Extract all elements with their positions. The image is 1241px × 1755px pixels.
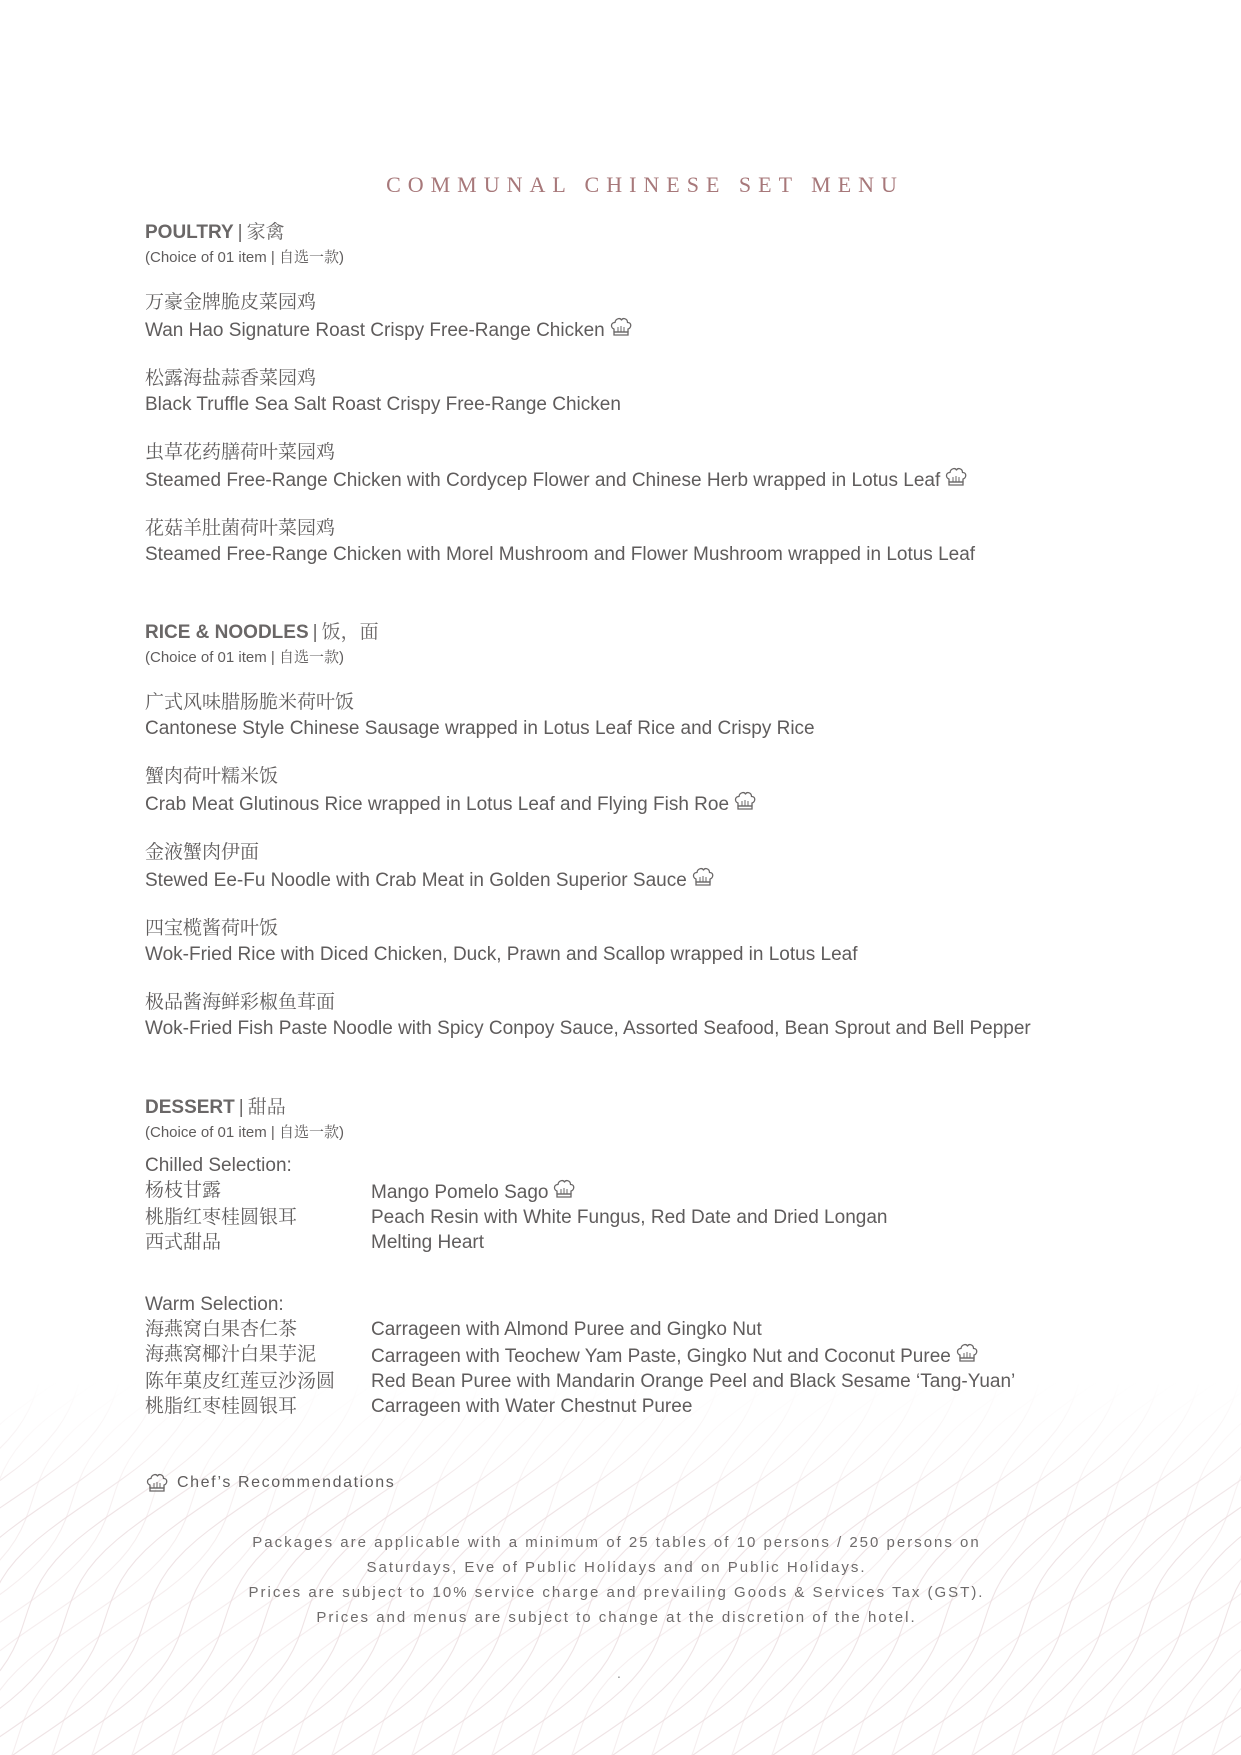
dish-name-en: Stewed Ee-Fu Noodle with Crab Meat in Golden Superior Sauce [145, 870, 687, 891]
section-title-zh: 饭，面 [321, 622, 379, 643]
chilled-selection-label: Chilled Selection: [145, 1155, 292, 1176]
dish-name-zh: 虫草花药膳荷叶菜园鸡 [145, 442, 336, 463]
dish-name-en: Wok-Fried Rice with Diced Chicken, Duck, Prawn and Scallop wrapped in Lotus Leaf [145, 944, 858, 965]
terms-block [0, 1530, 1233, 1630]
dessert-name-zh: 桃脂红枣桂圆银耳 [145, 1396, 298, 1417]
menu-item [145, 764, 1031, 818]
warm-selection-label: Warm Selection: [145, 1294, 284, 1315]
dish-name-zh: 万豪金牌脆皮菜园鸡 [145, 292, 317, 313]
chilled-selection-list [145, 1178, 1015, 1255]
dish-name-en-row [145, 316, 975, 344]
dish-name-en: Wok-Fried Fish Paste Noodle with Spicy Conpoy Sauce, Assorted Seafood, Bean Sprout and Bell Pepper [145, 1018, 1031, 1039]
dish-name-en: Steamed Free-Range Chicken with Cordycep Flower and Chinese Herb wrapped in Lotus Leaf [145, 470, 941, 491]
dish-name-zh: 花菇羊肚菌荷叶菜园鸡 [145, 518, 336, 539]
section-title-zh: 家禽 [246, 222, 285, 243]
dish-name-zh: 极品酱海鲜彩椒鱼茸面 [145, 992, 336, 1013]
choice-note: (Choice of 01 item | 自选一款) [145, 1124, 344, 1141]
dessert-row [145, 1205, 1015, 1230]
dish-name-zh: 广式风味腊肠脆米荷叶饭 [145, 692, 355, 713]
dessert-row [145, 1394, 1015, 1419]
menu-item [145, 690, 1031, 742]
chef-recommendation-legend [145, 1472, 395, 1494]
dish-name-en: Black Truffle Sea Salt Roast Crispy Free-Range Chicken [145, 394, 621, 415]
chef-hat-icon [733, 790, 757, 812]
menu-item [145, 366, 975, 418]
section-header [145, 221, 975, 245]
section-divider: | [238, 1097, 244, 1118]
dessert-name-en-cell [371, 1369, 1015, 1394]
dessert-row [145, 1230, 1015, 1255]
section-header [145, 1096, 1015, 1120]
dessert-name-zh: 杨枝甘露 [145, 1180, 222, 1201]
dish-name-en: Cantonese Style Chinese Sausage wrapped in Lotus Leaf Rice and Crispy Rice [145, 718, 815, 739]
dessert-row [145, 1369, 1015, 1394]
chef-hat-icon [609, 316, 633, 338]
dessert-name-en: Carrageen with Teochew Yam Paste, Gingko Nut and Coconut Puree [371, 1346, 951, 1367]
choice-note: (Choice of 01 item | 自选一款) [145, 249, 344, 266]
chef-hat-icon [552, 1178, 576, 1200]
dessert-name-en: Peach Resin with White Fungus, Red Date and Dried Longan [371, 1207, 888, 1228]
dish-name-en-row [145, 1016, 1031, 1042]
dessert-name-en: Melting Heart [371, 1232, 484, 1253]
warm-selection-list [145, 1317, 1015, 1419]
dessert-name-en: Mango Pomelo Sago [371, 1182, 549, 1203]
dish-name-zh: 蟹肉荷叶糯米饭 [145, 766, 279, 787]
terms-line: Packages are applicable with a minimum of 25 tables of 10 persons / 250 persons on [252, 1534, 981, 1551]
section-poultry [145, 221, 975, 568]
item-list [145, 690, 1031, 1042]
dish-name-en-row [145, 392, 975, 418]
page-title: COMMUNAL CHINESE SET MENU [386, 172, 904, 197]
dessert-name-zh: 陈年菓皮红莲豆沙汤圆 [145, 1371, 336, 1392]
dessert-name-en-cell [371, 1317, 762, 1342]
dessert-name-en-cell [371, 1394, 692, 1419]
footer-mark: . [617, 1665, 621, 1681]
dessert-name-zh: 桃脂红枣桂圆银耳 [145, 1207, 298, 1228]
chef-hat-icon [944, 466, 968, 488]
dessert-name-zh: 西式甜品 [145, 1232, 222, 1253]
dish-name-en-row [145, 466, 975, 494]
section-dessert [145, 1096, 1015, 1419]
dessert-name-en-cell [371, 1230, 484, 1255]
menu-item [145, 290, 975, 344]
dish-name-en: Wan Hao Signature Roast Crispy Free-Range Chicken [145, 320, 605, 341]
choice-note: (Choice of 01 item | 自选一款) [145, 649, 344, 666]
section-header [145, 621, 1031, 645]
section-title-en: RICE & NOODLES [145, 622, 309, 643]
terms-line: Prices are subject to 10% service charge and prevailing Goods & Services Tax (GST). [248, 1584, 985, 1601]
section-divider: | [312, 622, 318, 643]
section-title-zh: 甜品 [247, 1097, 286, 1118]
dish-name-en-row [145, 866, 1031, 894]
dish-name-en: Steamed Free-Range Chicken with Morel Mushroom and Flower Mushroom wrapped in Lotus Leaf [145, 544, 976, 565]
dessert-name-zh: 海燕窝白果杏仁茶 [145, 1319, 298, 1340]
menu-item [145, 990, 1031, 1042]
dish-name-zh: 金液蟹肉伊面 [145, 842, 260, 863]
section-title-en: DESSERT [145, 1097, 235, 1118]
section-rice-noodles [145, 621, 1031, 1042]
menu-item [145, 840, 1031, 894]
dish-name-en-row [145, 790, 1031, 818]
dish-name-en-row [145, 716, 1031, 742]
legend-text: Chef’s Recommendations [177, 1474, 396, 1491]
dish-name-zh: 松露海盐蒜香菜园鸡 [145, 368, 317, 389]
dessert-name-en: Carrageen with Almond Puree and Gingko Nut [371, 1319, 762, 1340]
dessert-name-en: Carrageen with Water Chestnut Puree [371, 1396, 693, 1417]
dish-name-zh: 四宝榄酱荷叶饭 [145, 918, 279, 939]
section-title-en: POULTRY [145, 222, 234, 243]
menu-item [145, 916, 1031, 968]
menu-item [145, 440, 975, 494]
dessert-name-en-cell [371, 1342, 979, 1369]
terms-line: Prices and menus are subject to change at the discretion of the hotel. [316, 1609, 917, 1626]
dessert-row [145, 1342, 1015, 1369]
dish-name-en: Crab Meat Glutinous Rice wrapped in Lotus Leaf and Flying Fish Roe [145, 794, 730, 815]
chef-hat-icon [691, 866, 715, 888]
menu-item [145, 516, 975, 568]
dessert-name-en-cell [371, 1178, 576, 1205]
dessert-name-en-cell [371, 1205, 887, 1230]
dessert-row [145, 1317, 1015, 1342]
item-list [145, 290, 975, 568]
dessert-row [145, 1178, 1015, 1205]
chef-hat-icon [145, 1472, 169, 1494]
chef-hat-icon [955, 1342, 979, 1364]
section-divider: | [237, 222, 243, 243]
dish-name-en-row [145, 542, 975, 568]
dessert-name-zh: 海燕窝椰汁白果芋泥 [145, 1344, 317, 1365]
terms-line: Saturdays, Eve of Public Holidays and on Public Holidays. [366, 1559, 867, 1576]
dish-name-en-row [145, 942, 1031, 968]
dessert-name-en: Red Bean Puree with Mandarin Orange Peel and Black Sesame ‘Tang-Yuan’ [371, 1371, 1016, 1392]
